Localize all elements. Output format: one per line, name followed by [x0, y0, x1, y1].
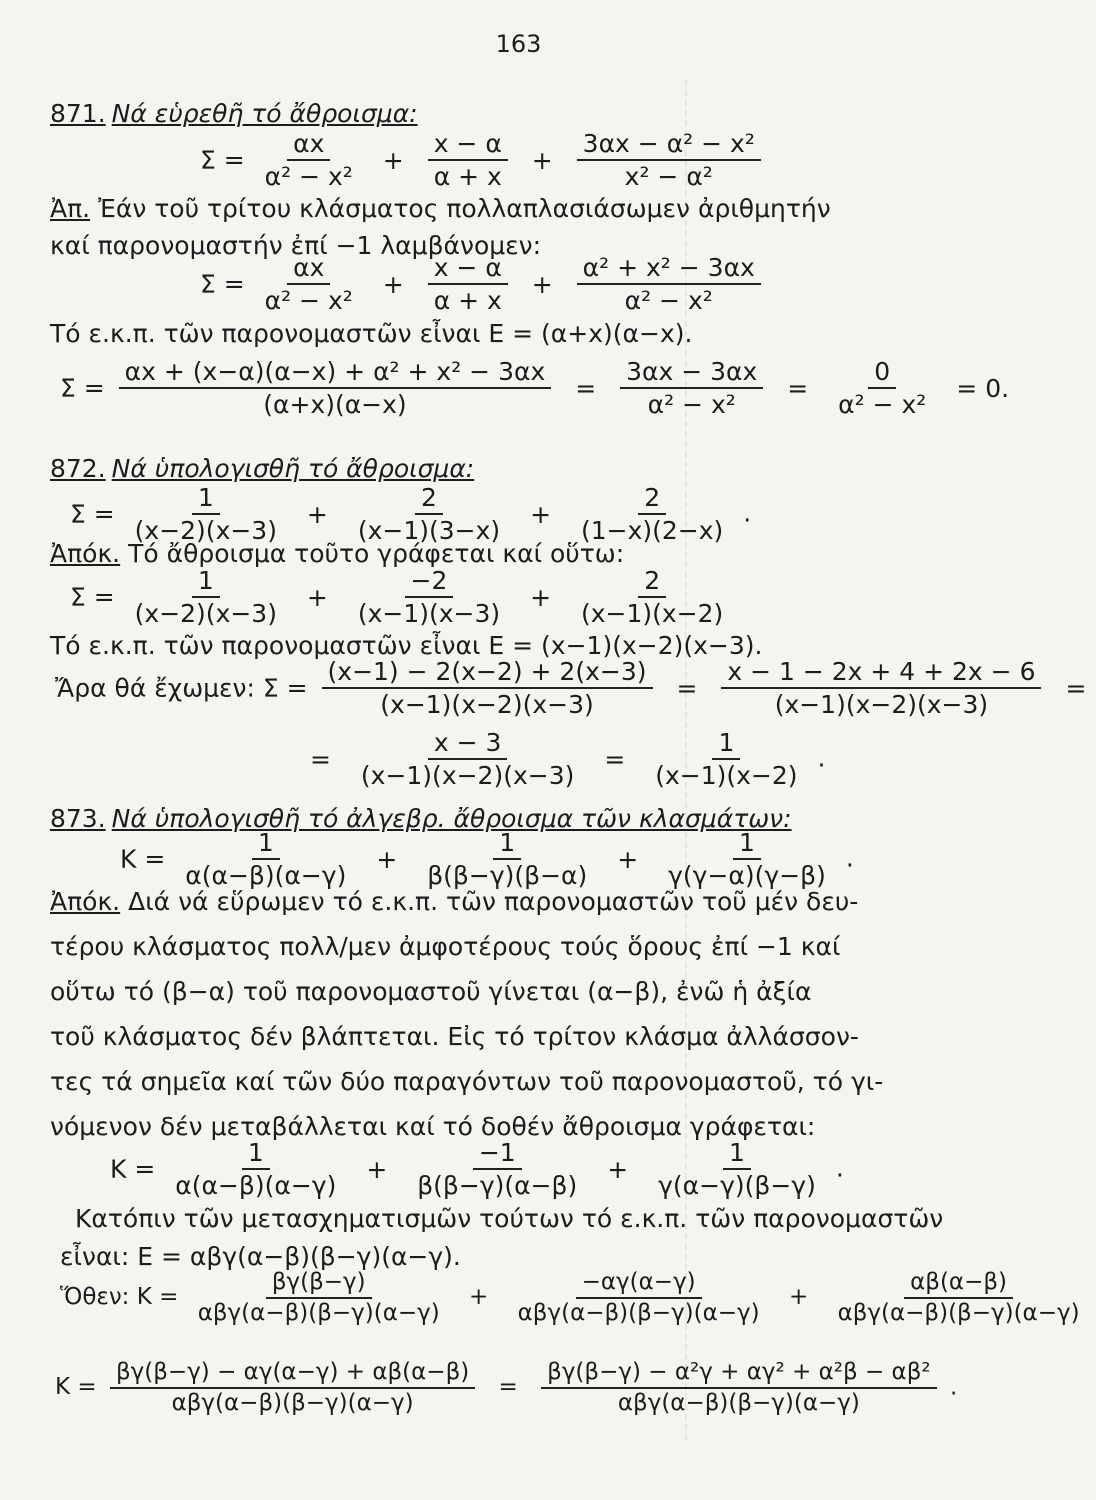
equation-lhs: Σ =	[200, 269, 245, 299]
fraction	[169, 1137, 342, 1202]
body-text: οὕτω τό (β−α) τοῦ παρονομαστοῦ γίνεται (α−β), ἐνῶ ἡ ἀξία	[50, 977, 812, 1006]
numerator: 1	[493, 827, 521, 860]
operator: +	[607, 1154, 629, 1184]
numerator: α² + x² − 3αx	[577, 252, 761, 285]
denominator: β(β−γ)(α−β)	[417, 1171, 578, 1201]
fraction	[575, 565, 729, 630]
numerator: 1	[733, 827, 761, 860]
fraction	[119, 356, 552, 421]
fraction	[259, 252, 359, 317]
denominator: (α+x)(α−x)	[263, 390, 407, 420]
denominator: (x−1)(x−2)	[581, 599, 724, 629]
punctuation: .	[845, 843, 854, 873]
answer-label: Ἀπ.	[50, 194, 91, 223]
punctuation: .	[743, 498, 752, 528]
denominator: αβγ(α−β)(β−γ)(α−γ)	[171, 1389, 414, 1416]
numerator: βγ(β−γ) − αγ(α−γ) + αβ(α−β)	[110, 1358, 475, 1389]
operator: =	[498, 1374, 518, 1401]
numerator: αx	[287, 252, 330, 285]
operator: +	[382, 145, 404, 175]
denominator: α(α−β)(α−γ)	[185, 861, 347, 891]
numerator: αβ(α−β)	[904, 1268, 1013, 1299]
operator: +	[306, 582, 328, 612]
fraction	[652, 1137, 822, 1202]
body-text: Τό ἄθροισμα τοῦτο γράφεται καί οὕτω:	[128, 539, 625, 568]
equation-872-step1	[70, 565, 735, 630]
body-text: τέρου κλάσματος πολλ/μεν ἀμφοτέρους τούς ὅρους ἐπί −1 καί	[50, 932, 841, 961]
equation-871-step2	[60, 356, 1019, 421]
operator: =	[575, 373, 597, 403]
equation-lhs: Σ =	[60, 373, 105, 403]
operator: =	[676, 673, 698, 703]
fraction	[577, 252, 761, 317]
body-text: Τό ε.κ.π. τῶν παρονομαστῶν εἶναι Ε = (x−1)(x−2)(x−3).	[50, 631, 763, 660]
fraction	[428, 128, 508, 193]
answer-line	[50, 888, 858, 916]
equation-873-step3	[55, 1358, 957, 1418]
equation-lhs: Ἄρα θά ἔχωμεν: Σ =	[55, 673, 308, 703]
denominator: γ(α−γ)(β−γ)	[658, 1171, 816, 1201]
numerator: 2	[415, 482, 443, 515]
operator: +	[788, 1284, 809, 1311]
body-text: Κατόπιν τῶν μετασχηματισμῶν τούτων τό ε.κ.π. τῶν παρονομαστῶν	[75, 1204, 944, 1233]
answer-line	[50, 195, 831, 223]
equation-lhs: Ὅθεν: Κ =	[60, 1284, 179, 1311]
numerator: 1	[252, 827, 280, 860]
numerator: 1	[723, 1137, 751, 1170]
denominator: (x−1)(x−2)(x−3)	[774, 690, 989, 720]
fraction	[577, 128, 761, 193]
operator: =	[787, 373, 809, 403]
fraction	[649, 727, 803, 792]
denominator: α² − x²	[264, 286, 353, 316]
fraction	[352, 565, 506, 630]
numerator: 1	[192, 565, 220, 598]
body-text: καί παρονομαστήν ἐπί −1 λαμβάνομεν:	[50, 231, 542, 260]
numerator: −2	[405, 565, 454, 598]
numerator: 3αx − α² − x²	[577, 128, 761, 161]
numerator: 3αx − 3αx	[620, 356, 763, 389]
numerator: x − α	[428, 252, 508, 285]
operator: +	[469, 1284, 489, 1311]
body-text: τες τά σημεῖα καί τῶν δύο παραγόντων τοῦ παρονομαστοῦ, τό γι-	[50, 1067, 884, 1096]
denominator: α + x	[433, 286, 502, 316]
fraction	[832, 356, 932, 421]
operator: +	[366, 1154, 388, 1184]
answer-label: Ἀπόκ.	[50, 539, 121, 568]
equation-872-step3	[300, 727, 825, 792]
body-text: νόμενον δέν μεταβάλλεται καί τό δοθέν ἄθροισμα γράφεται:	[50, 1112, 816, 1141]
fraction	[662, 827, 832, 892]
operator: =	[1065, 673, 1087, 703]
denominator: γ(γ−α)(γ−β)	[668, 861, 826, 891]
problem-title: Νά εὑρεθῆ τό ἄθροισμα:	[111, 99, 418, 128]
body-text: εἶναι: Ε = αβγ(α−β)(β−γ)(α−γ).	[60, 1242, 461, 1271]
equation-lhs: Κ =	[110, 1154, 156, 1184]
operator: +	[617, 844, 639, 874]
equation-lhs: Σ =	[200, 145, 245, 175]
equation-871-given	[200, 128, 767, 193]
numerator: 1	[712, 727, 740, 760]
answer-line	[50, 540, 624, 568]
problem-number: 871.	[50, 99, 106, 128]
problem-number: 872.	[50, 454, 106, 483]
equation-873-step1	[110, 1137, 844, 1202]
numerator: αx + (x−α)(α−x) + α² + x² − 3αx	[119, 356, 552, 389]
fraction	[129, 565, 283, 630]
numerator: 1	[242, 1137, 270, 1170]
punctuation: .	[835, 1153, 844, 1183]
numerator: (x−1) − 2(x−2) + 2(x−3)	[322, 656, 653, 689]
operator: +	[531, 145, 553, 175]
numerator: 2	[638, 482, 666, 515]
fraction	[259, 128, 359, 193]
operator: =	[310, 744, 331, 774]
fraction	[322, 656, 653, 721]
denominator: (x−2)(x−3)	[134, 516, 277, 546]
denominator: (x−1)(3−x)	[357, 516, 501, 546]
equation-lhs: Σ =	[70, 582, 115, 612]
numerator: x − 3	[428, 727, 508, 760]
problem-title: Νά ὑπολογισθῆ τό ἄθροισμα:	[111, 454, 475, 483]
numerator: 2	[638, 565, 666, 598]
answer-label: Ἀπόκ.	[50, 887, 121, 916]
denominator: α + x	[433, 162, 502, 192]
equation-872-given	[70, 482, 751, 547]
punctuation: .	[817, 743, 826, 773]
operator: +	[531, 269, 553, 299]
fraction	[721, 656, 1041, 721]
operator: +	[376, 844, 398, 874]
heading-872	[50, 455, 474, 483]
operator: +	[306, 499, 328, 529]
fraction	[355, 727, 580, 792]
numerator: 1	[192, 482, 220, 515]
fraction	[832, 1268, 1086, 1328]
denominator: x² − α²	[624, 162, 713, 192]
denominator: αβγ(α−β)(β−γ)(α−γ)	[197, 1299, 440, 1326]
numerator: x − α	[428, 128, 508, 161]
page-number: 163	[495, 30, 542, 58]
result: = 0.	[956, 373, 1010, 403]
equation-lhs: Κ =	[55, 1374, 97, 1401]
operator: +	[382, 269, 404, 299]
fraction	[352, 482, 506, 547]
denominator: α² − x²	[264, 162, 353, 192]
denominator: (1−x)(2−x)	[581, 516, 724, 546]
fraction	[575, 482, 729, 547]
body-text: Ἐάν τοῦ τρίτου κλάσματος πολλαπλασιάσωμεν ἀριθμητήν	[98, 194, 831, 223]
numerator: x − 1 − 2x + 4 + 2x − 6	[721, 656, 1041, 689]
fraction	[428, 252, 508, 317]
fraction	[192, 1268, 446, 1328]
operator: =	[604, 744, 626, 774]
denominator: (x−1)(x−2)	[655, 761, 798, 791]
numerator: αx	[287, 128, 330, 161]
denominator: α² − x²	[624, 286, 713, 316]
denominator: (x−1)(x−2)(x−3)	[360, 761, 575, 791]
operator: +	[530, 582, 552, 612]
problem-title: Νά ὑπολογισθῆ τό ἀλγεβρ. ἄθροισμα τῶν κλασμάτων:	[111, 804, 792, 833]
body-text: τοῦ κλάσματος δέν βλάπτεται. Εἰς τό τρίτον κλάσμα ἀλλάσσον-	[50, 1022, 859, 1051]
heading-871	[50, 100, 418, 128]
denominator: β(β−γ)(β−α)	[427, 861, 588, 891]
punctuation: .	[949, 1374, 958, 1401]
denominator: αβγ(α−β)(β−γ)(α−γ)	[517, 1299, 760, 1326]
problem-number: 873.	[50, 804, 106, 833]
fraction	[129, 482, 283, 547]
fraction	[541, 1358, 936, 1418]
fraction	[179, 827, 352, 892]
fraction	[110, 1358, 475, 1418]
body-text: Διά νά εὕρωμεν τό ε.κ.π. τῶν παρονομαστῶν τοῦ μέν δευ-	[128, 887, 859, 916]
fraction	[512, 1268, 766, 1328]
operator: +	[530, 499, 552, 529]
denominator: αβγ(α−β)(β−γ)(α−γ)	[617, 1389, 860, 1416]
denominator: (x−2)(x−3)	[134, 599, 277, 629]
fraction	[620, 356, 763, 421]
numerator: −αγ(α−γ)	[576, 1268, 702, 1299]
equation-lhs: Σ =	[70, 499, 115, 529]
denominator: α(α−β)(α−γ)	[175, 1171, 337, 1201]
denominator: (x−1)(x−3)	[357, 599, 501, 629]
equation-873-step2	[60, 1268, 1092, 1328]
denominator: αβγ(α−β)(β−γ)(α−γ)	[837, 1299, 1080, 1326]
numerator: βγ(β−γ)	[266, 1268, 372, 1299]
equation-lhs: Κ =	[120, 844, 166, 874]
numerator: βγ(β−γ) − α²γ + αγ² + α²β − αβ²	[541, 1358, 936, 1389]
equation-872-step2	[55, 656, 1096, 721]
numerator: 0	[868, 356, 896, 389]
fraction	[421, 827, 593, 892]
fraction	[411, 1137, 583, 1202]
denominator: α² − x²	[838, 390, 927, 420]
equation-871-step1	[200, 252, 767, 317]
numerator: −1	[473, 1137, 522, 1170]
denominator: α² − x²	[647, 390, 736, 420]
equation-873-given	[120, 827, 854, 892]
denominator: (x−1)(x−2)(x−3)	[380, 690, 594, 720]
body-text: Τό ε.κ.π. τῶν παρονομαστῶν εἶναι Ε = (α+x)(α−x).	[50, 319, 693, 348]
